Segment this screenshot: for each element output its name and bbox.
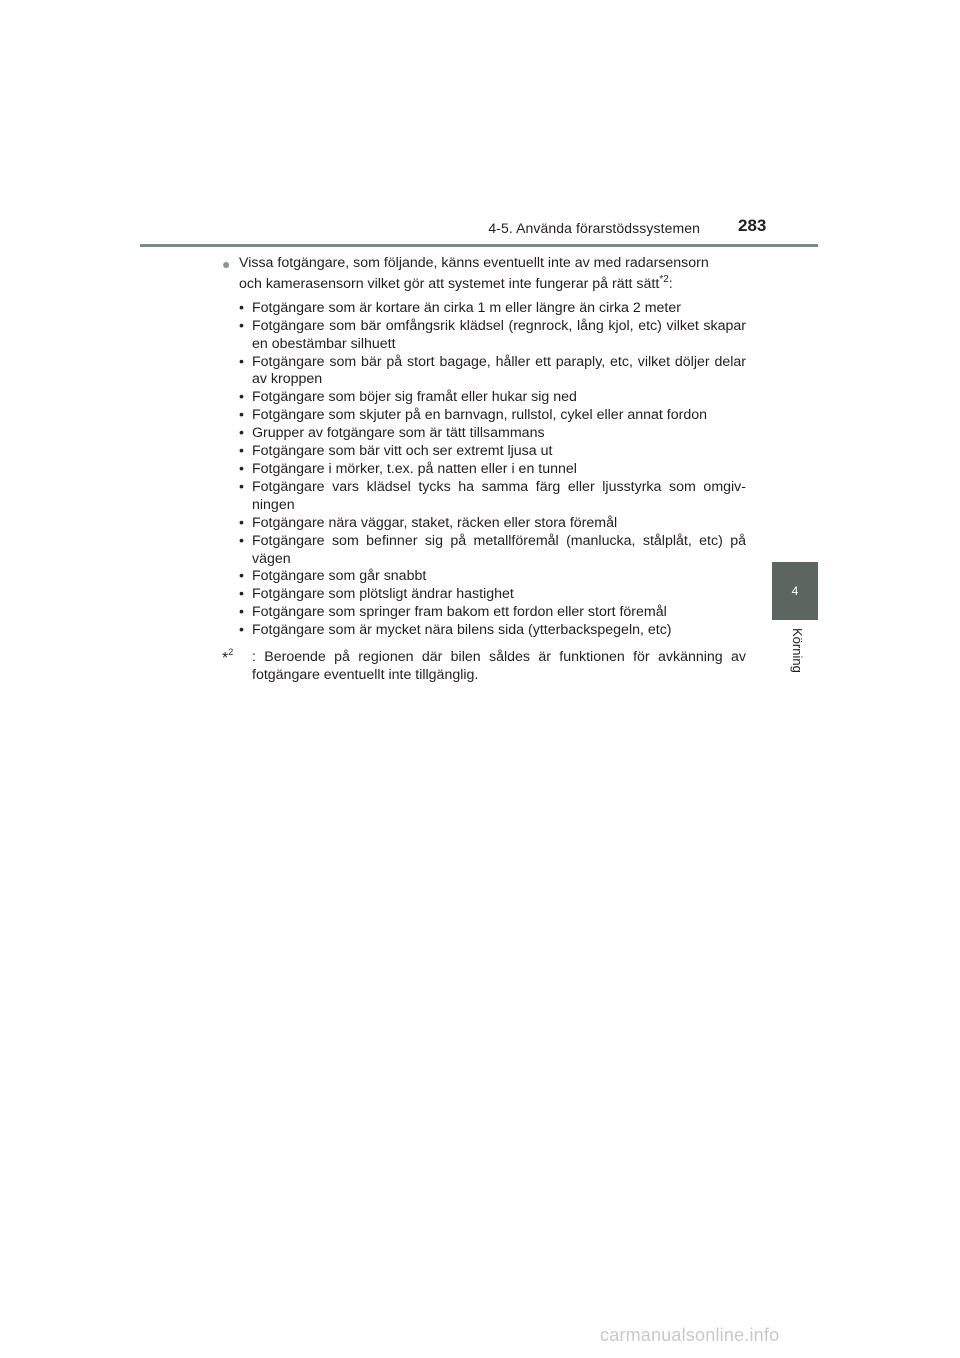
bullet-dot-icon: • xyxy=(239,407,244,424)
list-item-text: Fotgängare som befinner sig på metallföremål (manlucka, stålplåt, etc) på vägen xyxy=(252,532,746,567)
bullet-dot-icon: • xyxy=(239,604,244,621)
list-item xyxy=(239,443,746,461)
intro-line-1: Vissa fotgängare, som följande, känns eventuellt inte av med radarsensorn xyxy=(239,255,709,271)
list-item-text: Fotgängare som går snabbt xyxy=(252,568,427,585)
list-item-text: Fotgängare som springer fram bakom ett fordon eller stort föremål xyxy=(252,604,667,621)
bullet-dot-icon: • xyxy=(239,478,244,495)
bullet-dot-icon: • xyxy=(239,460,244,477)
list-item xyxy=(239,533,746,569)
footnote-number: 2 xyxy=(228,647,234,658)
bullet-dot-icon: • xyxy=(239,389,244,406)
header-rule xyxy=(140,244,818,247)
list-item-text: Fotgängare som skjuter på en barnvagn, rullstol, cykel eller annat fordon xyxy=(252,407,708,424)
list-item xyxy=(239,354,746,390)
list-item-text: Fotgängare nära väggar, staket, räcken eller stora föremål xyxy=(252,514,618,531)
chapter-label: Körning xyxy=(790,628,805,673)
bullet-dot-icon: • xyxy=(239,317,244,334)
list-item xyxy=(239,479,746,515)
list-item xyxy=(239,425,746,443)
watermark: carmanualsonline.info xyxy=(600,1325,780,1345)
list-item-text: Fotgängare som bär omfångsrik klädsel (regnrock, lång kjol, etc) vilket skapar en obestämbar silhuett xyxy=(252,317,746,352)
list-item xyxy=(239,461,746,479)
bullet-dot-icon: • xyxy=(239,532,244,549)
list-item-text: Fotgängare i mörker, t.ex. på natten eller i en tunnel xyxy=(252,460,577,477)
list-item-text: Fotgängare som är mycket nära bilens sida (ytterbackspegeln, etc) xyxy=(252,622,672,639)
list-item-text: Fotgängare som är kortare än cirka 1 m eller längre än cirka 2 meter xyxy=(252,299,681,316)
section-title: 4-5. Använda förarstödssystemen xyxy=(488,220,700,236)
main-content xyxy=(222,255,746,685)
bullet-dot-icon: • xyxy=(239,299,244,316)
list-item-text: Fotgängare som plötsligt ändrar hastighet xyxy=(252,586,514,603)
footnote-marker xyxy=(222,649,233,668)
list-item-text: Fotgängare som bär vitt och ser extremt ljusa ut xyxy=(252,443,553,460)
list-item-text: Fotgängare som bär på stort bagage, håller ett paraply, etc, vilket döljer delar av kroppen xyxy=(252,353,746,388)
list-item xyxy=(239,622,746,640)
list-item xyxy=(239,515,746,533)
bullet-dot-icon: • xyxy=(239,568,244,585)
footnote xyxy=(222,649,746,685)
list-item xyxy=(239,604,746,622)
bullet-dot-icon: • xyxy=(239,586,244,603)
list-item xyxy=(239,586,746,604)
footnote-ref: *2 xyxy=(659,273,669,285)
intro-line-2 xyxy=(239,273,746,294)
list-item-text: Fotgängare vars klädsel tycks ha samma färg eller ljusstyrka som omgiv-ningen xyxy=(252,478,746,513)
list-item xyxy=(239,389,746,407)
footnote-star: * xyxy=(222,650,229,668)
footnote-text: : Beroende på regionen där bilen såldes är funktionen för avkänning av fotgängare eventuellt inte tillgänglig. xyxy=(252,649,746,683)
pedestrian-list xyxy=(222,300,746,640)
bullet-dot-icon: • xyxy=(239,622,244,639)
list-item xyxy=(239,300,746,318)
list-item xyxy=(239,407,746,425)
list-item xyxy=(239,318,746,354)
bullet-dot-icon: • xyxy=(239,514,244,531)
intro-paragraph xyxy=(222,255,746,294)
bullet-dot-icon: • xyxy=(239,443,244,460)
intro-line-2-text: och kamerasensorn vilket gör att systemet inte fungerar på rätt sätt xyxy=(239,275,660,292)
bullet-dot-icon: • xyxy=(239,353,244,370)
bullet-dot-icon: • xyxy=(239,425,244,442)
list-item-text: Fotgängare som böjer sig framåt eller hukar sig ned xyxy=(252,389,577,406)
page-number: 283 xyxy=(738,216,767,235)
chapter-tab: 4 xyxy=(772,562,818,620)
circle-bullet-icon: ● xyxy=(222,256,231,272)
list-item-text: Grupper av fotgängare som är tätt tillsammans xyxy=(252,425,545,442)
intro-colon: : xyxy=(668,275,673,292)
list-item xyxy=(239,568,746,586)
